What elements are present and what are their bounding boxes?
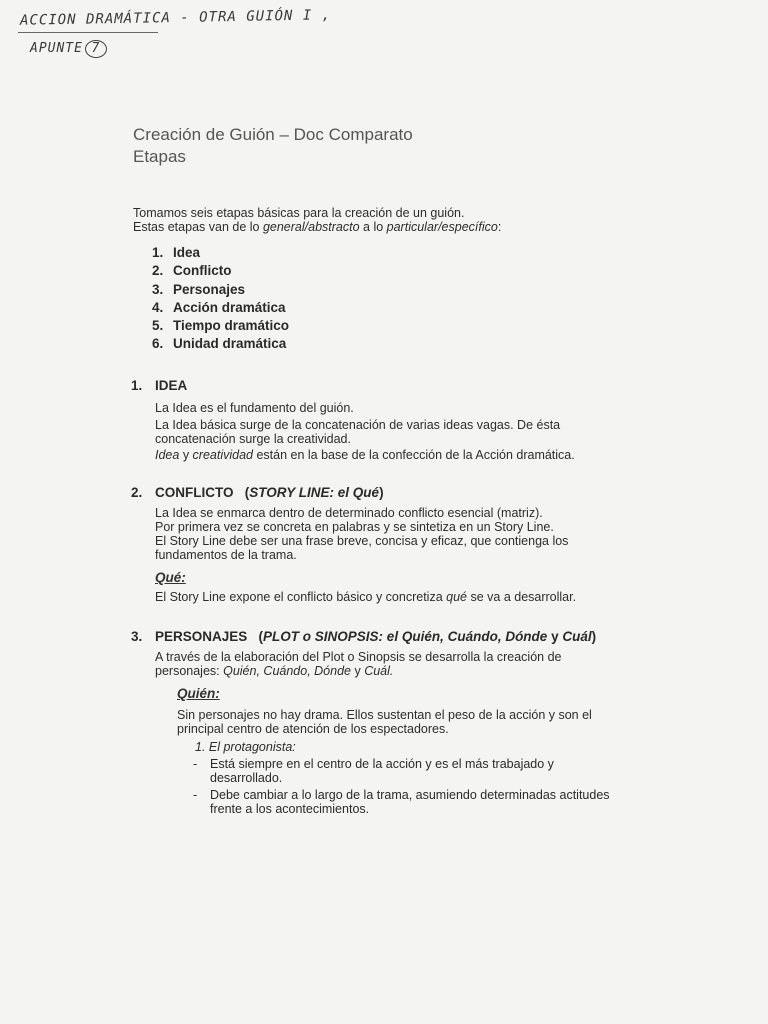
intro-emphasis: particular/específico <box>386 220 498 234</box>
conflicto-line: La Idea se enmarca dentro de determinado conflicto esencial (matriz). <box>155 506 543 520</box>
plot-label: PLOT o SINOPSIS: el Quién, Cuándo, Dónde <box>263 629 548 644</box>
apunte-label: APUNTE <box>30 41 83 56</box>
personajes-emphasis: Cuál. <box>364 664 394 678</box>
section-title: CONFLICTO <box>155 485 234 500</box>
section-number: 1. <box>131 378 143 393</box>
list-label: Personajes <box>173 281 246 297</box>
paren: ) <box>591 629 597 644</box>
section-number: 2. <box>131 485 143 500</box>
quien-line: Sin personajes no hay drama. Ellos sustentan el peso de la acción y son el <box>177 708 592 722</box>
etapas-list <box>152 244 289 354</box>
plot-label: Cuál <box>562 629 592 644</box>
list-number: 4. <box>152 299 164 315</box>
section-heading-personajes <box>131 629 596 644</box>
intro-line-1: Tomamos seis etapas básicas para la creación de un guión. <box>133 206 465 220</box>
idea-emphasis: creatividad <box>192 448 253 462</box>
list-item <box>152 335 289 353</box>
section-title: IDEA <box>155 378 188 393</box>
conflicto-paragraph <box>155 506 568 562</box>
title-line-2: Etapas <box>133 147 186 166</box>
list-item <box>152 281 289 299</box>
list-item <box>152 299 289 317</box>
idea-text: y <box>179 448 193 462</box>
protagonista-label: 1. El protagonista: <box>195 740 296 754</box>
list-item <box>152 244 289 262</box>
list-number: 6. <box>152 336 164 352</box>
bullet-dash: - <box>193 788 198 802</box>
story-line-label: STORY LINE: el Qué <box>249 485 380 500</box>
paren: ) <box>379 485 384 500</box>
handwritten-note: ACCION DRAMÁTICA - OTRA GUIÓN I , <box>19 7 332 29</box>
list-label: Idea <box>173 245 201 260</box>
idea-paragraph-2 <box>155 418 560 446</box>
intro-text: : <box>497 220 502 234</box>
quien-heading: Quién: <box>177 686 220 701</box>
idea-paragraph-1: La Idea es el fundamento del guión. <box>155 401 354 415</box>
bullet-item <box>193 788 610 816</box>
idea-line: concatenación surge la creatividad. <box>155 432 351 446</box>
bullet-line: Debe cambiar a lo largo de la trama, asumiendo determinadas actitudes <box>210 788 610 802</box>
personajes-text: personajes: <box>155 664 224 678</box>
idea-text: están en la base de la confección de la Acción dramática. <box>253 448 575 462</box>
bullet-line: Está siempre en el centro de la acción y es el más trabajado y <box>210 757 554 771</box>
list-number: 3. <box>152 281 164 297</box>
title-line-1: Creación de Guión – Doc Comparato <box>133 125 413 144</box>
personajes-emphasis: Quién, Cuándo, Dónde <box>223 664 351 678</box>
conflicto-line: Por primera vez se concreta en palabras y se sintetiza en un Story Line. <box>155 520 554 534</box>
list-label: Acción dramática <box>173 299 286 315</box>
intro-paragraph <box>133 206 501 234</box>
que-text: se va a desarrollar. <box>467 590 577 604</box>
personajes-line: A través de la elaboración del Plot o Sinopsis se desarrolla la creación de <box>155 650 562 664</box>
paren: ( <box>258 629 264 644</box>
idea-line: La Idea básica surge de la concatenación de varias ideas vagas. De ésta <box>155 418 561 432</box>
que-emphasis: qué <box>446 590 467 604</box>
personajes-text: y <box>350 664 365 678</box>
intro-line-2 <box>133 220 501 234</box>
conflicto-line: fundamentos de la trama. <box>155 548 297 562</box>
idea-emphasis: Idea <box>155 448 180 462</box>
list-number: 2. <box>152 263 164 279</box>
idea-paragraph-3 <box>155 448 575 462</box>
list-label: Tiempo dramático <box>173 318 290 334</box>
document-title <box>133 124 413 168</box>
handwritten-underline <box>18 32 158 33</box>
list-label: Conflicto <box>173 263 232 279</box>
intro-text: Estas etapas van de lo <box>133 220 263 234</box>
list-item <box>152 317 289 335</box>
list-number: 1. <box>152 245 164 260</box>
quien-paragraph <box>177 708 592 736</box>
personajes-line <box>155 664 562 678</box>
bullet-item <box>193 757 554 785</box>
apunte-number: 7 <box>85 40 107 58</box>
bullet-line: frente a los acontecimientos. <box>210 802 370 816</box>
personajes-paragraph <box>155 650 562 678</box>
plot-conjunction: y <box>547 629 563 644</box>
section-heading-conflicto <box>131 485 384 500</box>
list-item <box>152 262 289 280</box>
intro-emphasis: general/abstracto <box>262 220 360 234</box>
section-heading-idea <box>131 378 187 393</box>
quien-line: principal centro de atención de los espectadores. <box>177 722 449 736</box>
list-label: Unidad dramática <box>173 336 287 352</box>
paren: ( <box>244 485 250 500</box>
bullet-dash: - <box>193 757 198 771</box>
que-heading: Qué: <box>155 570 186 585</box>
bullet-line: desarrollado. <box>210 771 283 785</box>
list-number: 5. <box>152 318 164 334</box>
section-number: 3. <box>131 629 143 644</box>
que-text: El Story Line expone el conflicto básico y concretiza <box>155 590 447 604</box>
conflicto-line: El Story Line debe ser una frase breve, concisa y eficaz, que contienga los <box>155 534 569 548</box>
protagonista-heading <box>195 740 296 754</box>
section-title: PERSONAJES <box>155 629 248 644</box>
que-paragraph <box>155 590 576 604</box>
intro-text: a lo <box>359 220 387 234</box>
handwritten-apunte <box>30 40 107 58</box>
